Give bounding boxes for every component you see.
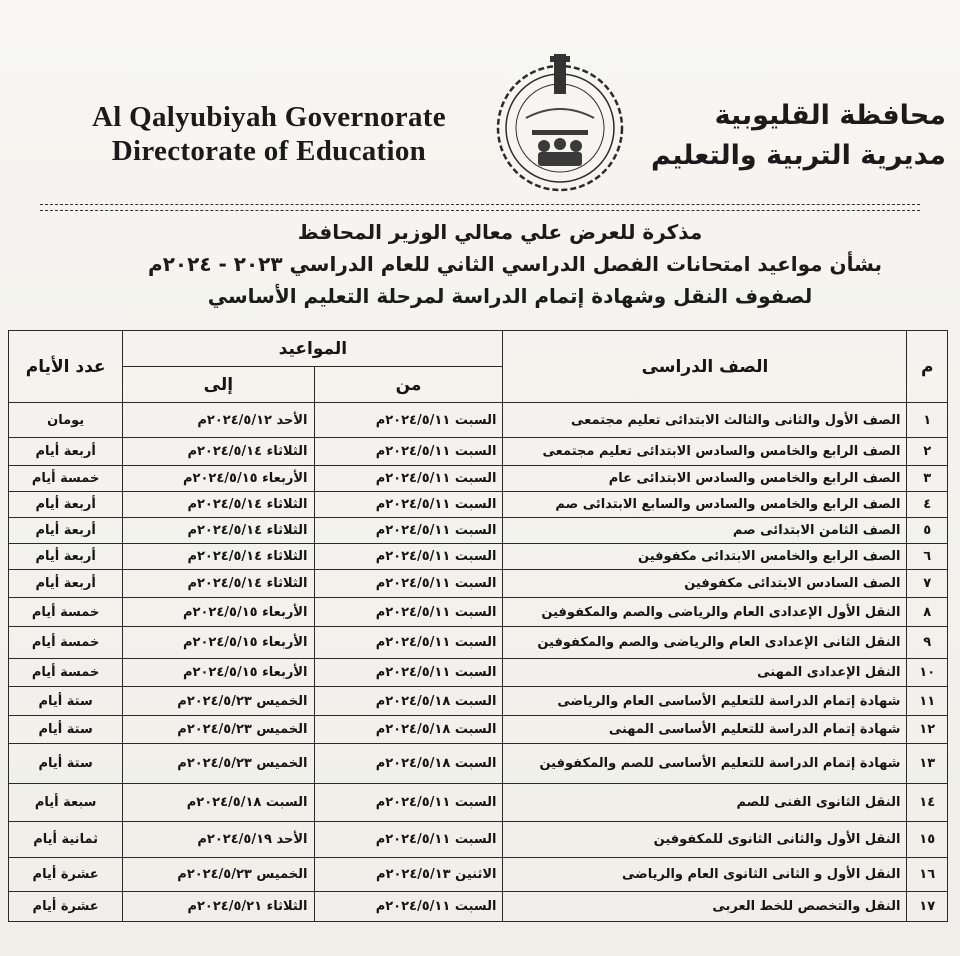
- row-number: ١١: [907, 687, 948, 716]
- row-days: ثمانية أيام: [9, 822, 123, 858]
- divider: [40, 204, 920, 205]
- row-number: ٣: [907, 466, 948, 492]
- row-grade: النقل الثانوى الفنى للصم: [503, 784, 907, 822]
- row-days: خمسة أيام: [9, 659, 123, 687]
- row-to-date: الخميس ٢٠٢٤/٥/٢٣م: [123, 687, 314, 716]
- arabic-letterhead: [651, 96, 946, 176]
- header-to: إلى: [123, 367, 314, 403]
- row-from-date: السبت ٢٠٢٤/٥/١١م: [314, 518, 503, 544]
- row-number: ٩: [907, 627, 948, 659]
- row-to-date: الخميس ٢٠٢٤/٥/٢٣م: [123, 858, 314, 892]
- table-row: [9, 598, 948, 627]
- row-to-date: الثلاثاء ٢٠٢٤/٥/١٤م: [123, 570, 314, 598]
- header-dates: المواعيد: [123, 331, 503, 367]
- row-grade: الصف الرابع والخامس والسادس الابتدائى تعليم مجتمعى: [503, 438, 907, 466]
- row-number: ٧: [907, 570, 948, 598]
- row-number: ١: [907, 403, 948, 438]
- table-row: [9, 544, 948, 570]
- memo-line-1: مذكرة للعرض علي معالي الوزير المحافظ: [297, 220, 703, 244]
- row-grade: شهادة إتمام الدراسة للتعليم الأساسى المهنى: [503, 716, 907, 744]
- row-days: أربعة أيام: [9, 544, 123, 570]
- row-to-date: الثلاثاء ٢٠٢٤/٥/١٤م: [123, 518, 314, 544]
- row-days: ستة أيام: [9, 687, 123, 716]
- row-from-date: السبت ٢٠٢٤/٥/١١م: [314, 892, 503, 922]
- row-number: ١٠: [907, 659, 948, 687]
- table-row: [9, 716, 948, 744]
- row-days: سبعة أيام: [9, 784, 123, 822]
- row-days: يومان: [9, 403, 123, 438]
- row-grade: النقل والتخصص للخط العربى: [503, 892, 907, 922]
- table-row: [9, 570, 948, 598]
- table-row: [9, 466, 948, 492]
- row-grade: النقل الأول و الثانى الثانوى العام والرياضى: [503, 858, 907, 892]
- row-days: خمسة أيام: [9, 627, 123, 659]
- header-grade: الصف الدراسى: [503, 331, 907, 403]
- row-to-date: الثلاثاء ٢٠٢٤/٥/٢١م: [123, 892, 314, 922]
- row-from-date: السبت ٢٠٢٤/٥/١١م: [314, 544, 503, 570]
- arabic-governorate: محافظة القليوبية: [714, 100, 946, 131]
- row-from-date: السبت ٢٠٢٤/٥/١١م: [314, 570, 503, 598]
- row-days: أربعة أيام: [9, 492, 123, 518]
- table-row: [9, 403, 948, 438]
- row-from-date: السبت ٢٠٢٤/٥/١٨م: [314, 687, 503, 716]
- row-days: خمسة أيام: [9, 598, 123, 627]
- row-days: عشرة أيام: [9, 858, 123, 892]
- divider: [40, 210, 920, 211]
- row-from-date: السبت ٢٠٢٤/٥/١١م: [314, 659, 503, 687]
- row-from-date: السبت ٢٠٢٤/٥/١١م: [314, 403, 503, 438]
- table-row: [9, 438, 948, 466]
- table-row: [9, 492, 948, 518]
- row-to-date: الخميس ٢٠٢٤/٥/٢٣م: [123, 744, 314, 784]
- row-from-date: السبت ٢٠٢٤/٥/١١م: [314, 784, 503, 822]
- schedule-body: [9, 403, 948, 922]
- header-num: م: [907, 331, 948, 403]
- row-grade: النقل الأول والثانى الثانوى للمكفوفين: [503, 822, 907, 858]
- row-to-date: الأحد ٢٠٢٤/٥/١٩م: [123, 822, 314, 858]
- row-from-date: السبت ٢٠٢٤/٥/١١م: [314, 438, 503, 466]
- row-grade: شهادة إتمام الدراسة للتعليم الأساسى للصم والمكفوفين: [503, 744, 907, 784]
- memo-line-3: لصفوف النقل وشهادة إتمام الدراسة لمرحلة التعليم الأساسي: [207, 284, 813, 308]
- row-grade: الصف الرابع والخامس والسادس الابتدائى عام: [503, 466, 907, 492]
- row-grade: الصف الأول والثانى والثالث الابتدائى تعليم مجتمعى: [503, 403, 907, 438]
- table-row: [9, 687, 948, 716]
- row-from-date: الاثنين ٢٠٢٤/٥/١٣م: [314, 858, 503, 892]
- table-row: [9, 892, 948, 922]
- row-from-date: السبت ٢٠٢٤/٥/١١م: [314, 627, 503, 659]
- memo-line-2: بشأن مواعيد امتحانات الفصل الدراسي الثاني للعام الدراسي ٢٠٢٣ - ٢٠٢٤م: [148, 252, 882, 276]
- table-row: [9, 627, 948, 659]
- row-number: ١٤: [907, 784, 948, 822]
- row-grade: النقل الثانى الإعدادى العام والرياضى والصم والمكفوفين: [503, 627, 907, 659]
- row-number: ٨: [907, 598, 948, 627]
- row-from-date: السبت ٢٠٢٤/٥/١١م: [314, 822, 503, 858]
- row-days: ستة أيام: [9, 744, 123, 784]
- row-to-date: السبت ٢٠٢٤/٥/١٨م: [123, 784, 314, 822]
- row-to-date: الثلاثاء ٢٠٢٤/٥/١٤م: [123, 544, 314, 570]
- table-row: [9, 744, 948, 784]
- row-from-date: السبت ٢٠٢٤/٥/١١م: [314, 466, 503, 492]
- row-to-date: الثلاثاء ٢٠٢٤/٥/١٤م: [123, 438, 314, 466]
- table-row: [9, 858, 948, 892]
- row-days: أربعة أيام: [9, 570, 123, 598]
- row-days: عشرة أيام: [9, 892, 123, 922]
- row-days: أربعة أيام: [9, 518, 123, 544]
- row-days: خمسة أيام: [9, 466, 123, 492]
- row-to-date: الخميس ٢٠٢٤/٥/٢٣م: [123, 716, 314, 744]
- row-number: ١٣: [907, 744, 948, 784]
- row-number: ١٦: [907, 858, 948, 892]
- row-number: ٦: [907, 544, 948, 570]
- arabic-directorate: مديرية التربية والتعليم: [651, 140, 946, 171]
- table-row: [9, 784, 948, 822]
- table-row: [9, 518, 948, 544]
- governorate-seal-icon: [486, 48, 634, 196]
- row-number: ١٧: [907, 892, 948, 922]
- row-grade: الصف الرابع والخامس والسادس والسابع الابتدائى صم: [503, 492, 907, 518]
- row-from-date: السبت ٢٠٢٤/٥/١٨م: [314, 716, 503, 744]
- english-governorate: Al Qalyubiyah Governorate: [92, 101, 446, 133]
- row-grade: شهادة إتمام الدراسة للتعليم الأساسى العام والرياضى: [503, 687, 907, 716]
- row-to-date: الأربعاء ٢٠٢٤/٥/١٥م: [123, 627, 314, 659]
- header-from: من: [314, 367, 503, 403]
- table-row: [9, 822, 948, 858]
- row-number: ١٢: [907, 716, 948, 744]
- row-from-date: السبت ٢٠٢٤/٥/١١م: [314, 598, 503, 627]
- row-to-date: الأربعاء ٢٠٢٤/٥/١٥م: [123, 659, 314, 687]
- exam-schedule-table: [8, 330, 948, 922]
- header-days: عدد الأيام: [9, 331, 123, 403]
- row-to-date: الأربعاء ٢٠٢٤/٥/١٥م: [123, 466, 314, 492]
- row-days: ستة أيام: [9, 716, 123, 744]
- row-from-date: السبت ٢٠٢٤/٥/١٨م: [314, 744, 503, 784]
- table-row: [9, 659, 948, 687]
- row-to-date: الأحد ٢٠٢٤/٥/١٢م: [123, 403, 314, 438]
- english-directorate: Directorate of Education: [111, 135, 427, 167]
- row-number: ٤: [907, 492, 948, 518]
- row-days: أربعة أيام: [9, 438, 123, 466]
- row-to-date: الثلاثاء ٢٠٢٤/٥/١٤م: [123, 492, 314, 518]
- row-number: ١٥: [907, 822, 948, 858]
- row-number: ٢: [907, 438, 948, 466]
- row-from-date: السبت ٢٠٢٤/٥/١١م: [314, 492, 503, 518]
- english-letterhead: [92, 100, 446, 168]
- row-to-date: الأربعاء ٢٠٢٤/٥/١٥م: [123, 598, 314, 627]
- row-grade: النقل الإعدادى المهنى: [503, 659, 907, 687]
- row-grade: الصف السادس الابتدائى مكفوفين: [503, 570, 907, 598]
- row-grade: النقل الأول الإعدادى العام والرياضى والصم والمكفوفين: [503, 598, 907, 627]
- row-number: ٥: [907, 518, 948, 544]
- row-grade: الصف الثامن الابتدائى صم: [503, 518, 907, 544]
- row-grade: الصف الرابع والخامس الابتدائى مكفوفين: [503, 544, 907, 570]
